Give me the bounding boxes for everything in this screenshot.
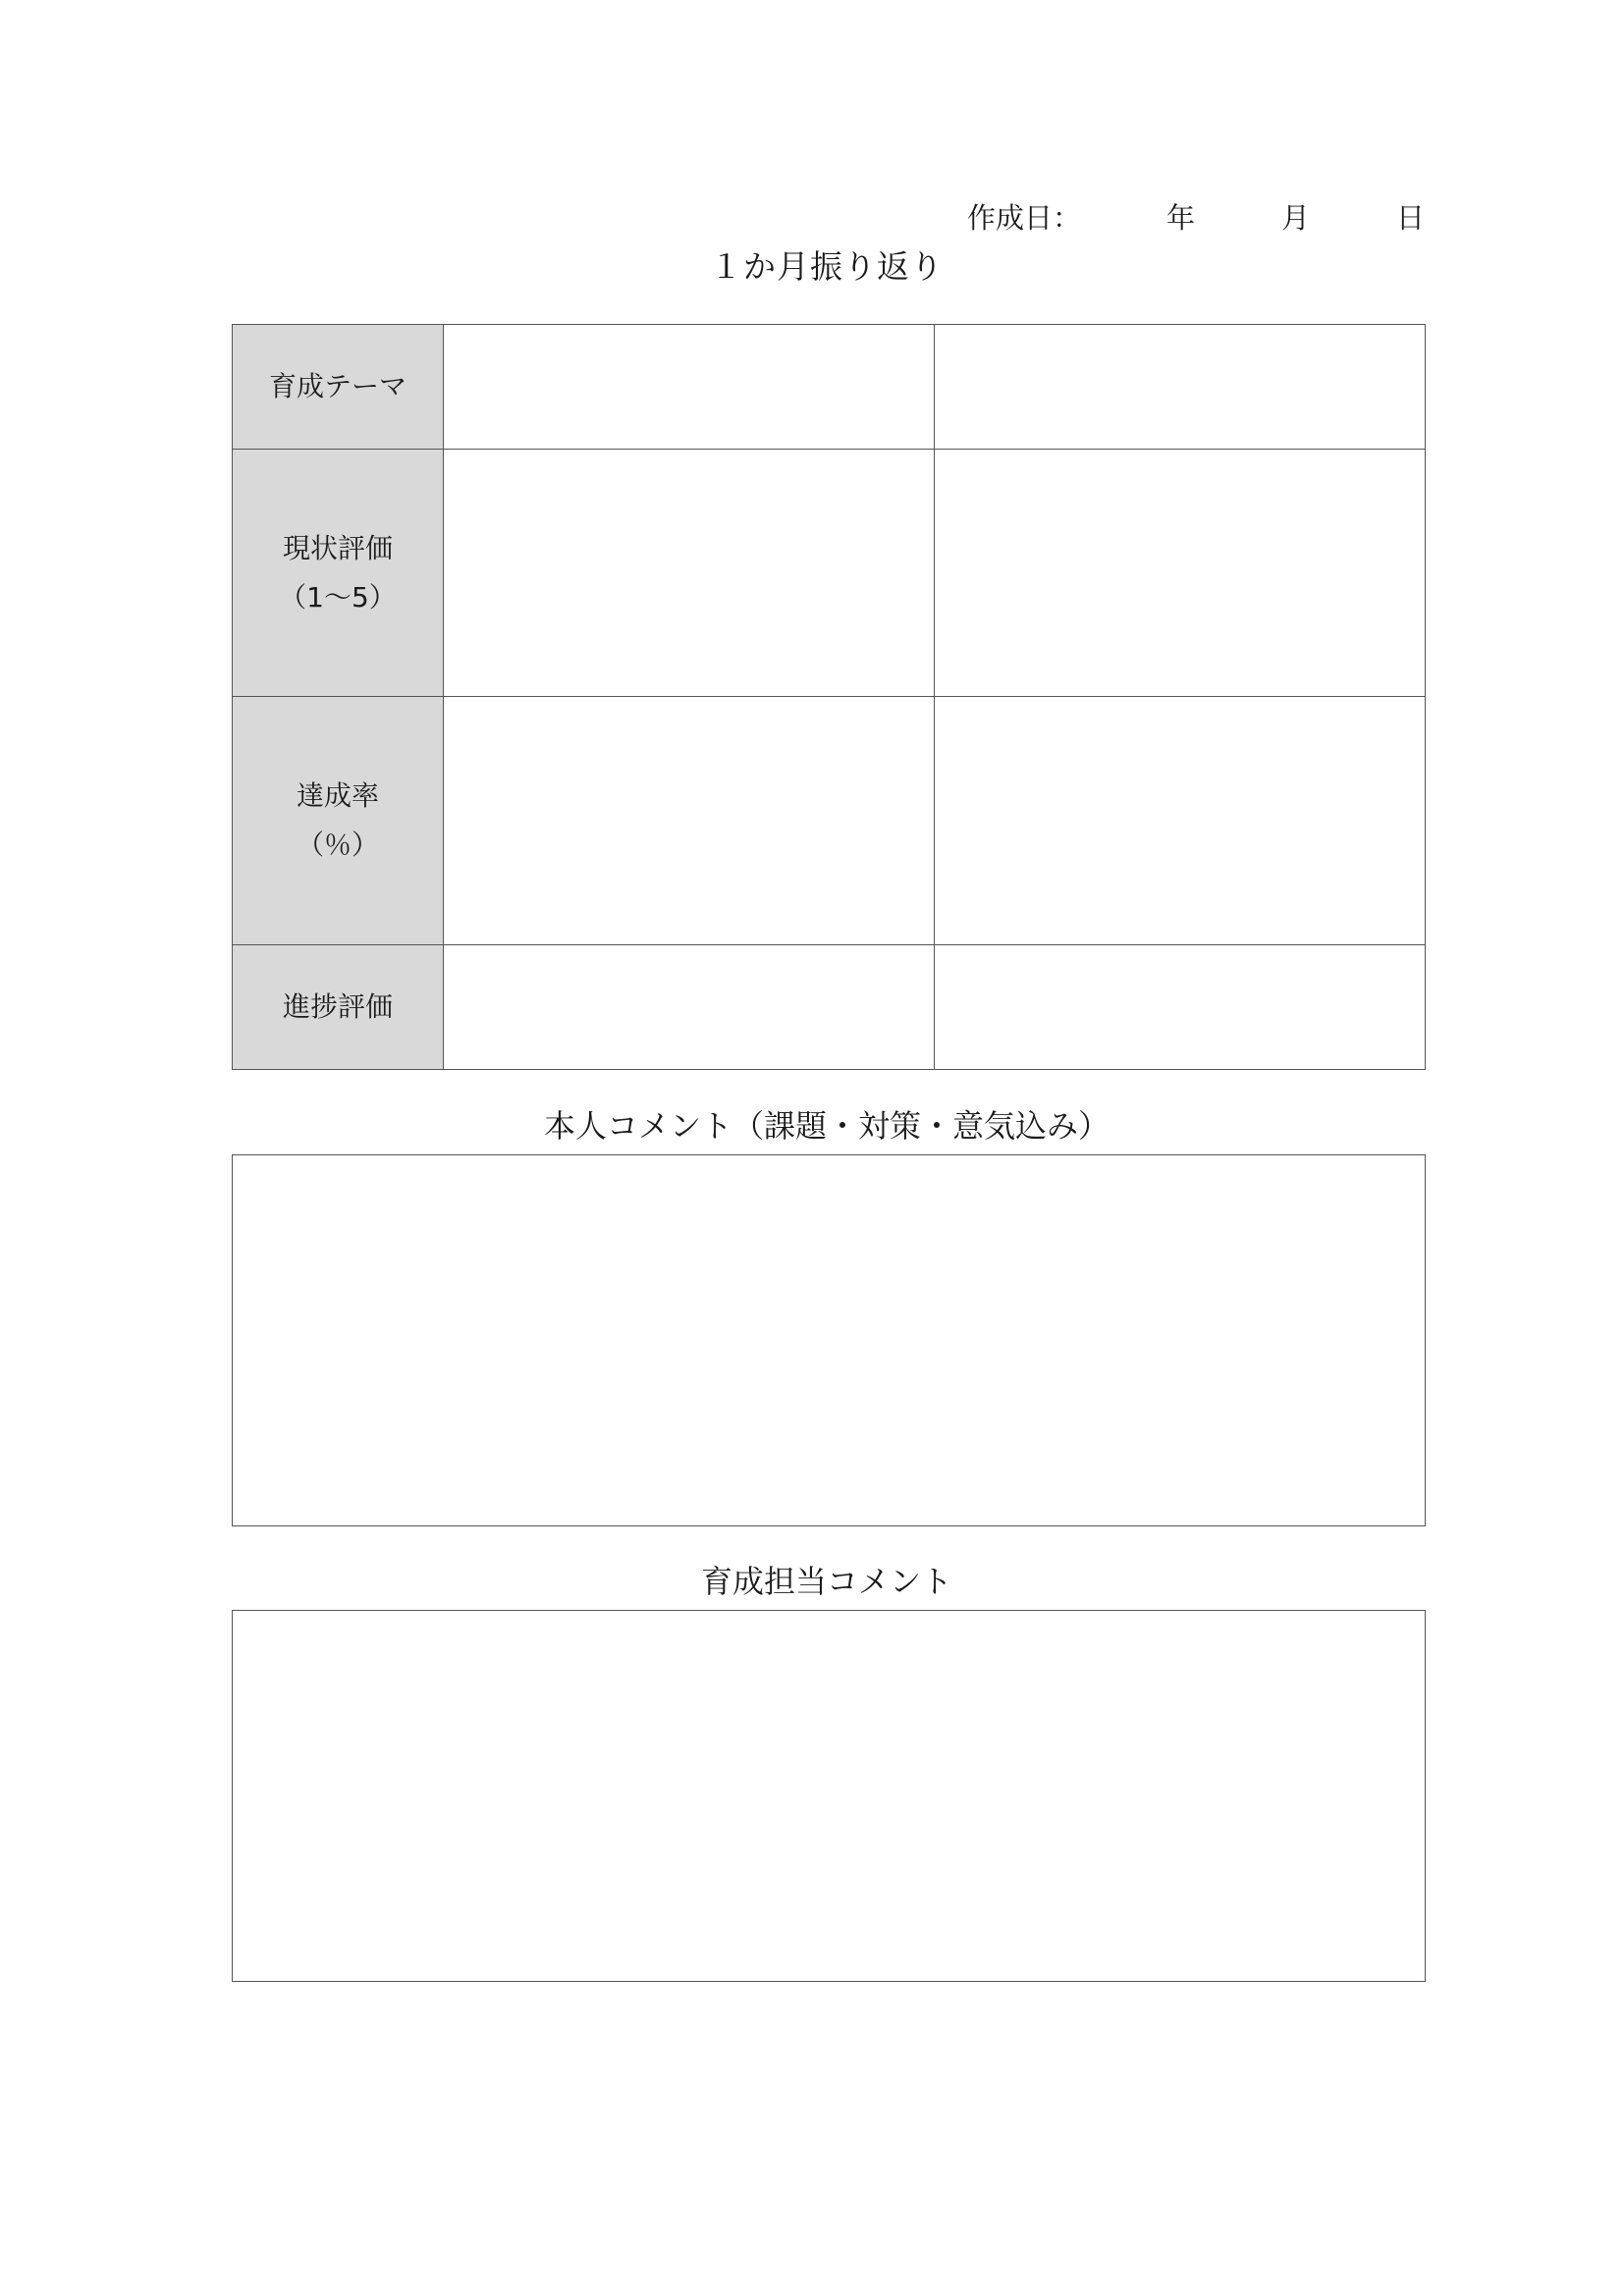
row-label-sub: （％） [296, 828, 379, 862]
row-header-theme [233, 325, 444, 450]
row-label: 達成率 [296, 779, 379, 813]
row-header-current-rating [233, 450, 444, 697]
theme-entry-cell-2[interactable] [935, 325, 1426, 450]
table-row-current-rating [233, 450, 1426, 697]
trainer-comment-box[interactable] [232, 1610, 1426, 1982]
date-label: 作成日： [967, 201, 1082, 235]
day-label: 日 [1396, 201, 1426, 235]
current-rating-entry-cell-1[interactable] [444, 450, 935, 697]
trainer-comment-title: 育成担当コメント [700, 1563, 952, 1600]
year-label: 年 [1166, 201, 1196, 235]
achievement-rate-entry-cell-2[interactable] [935, 697, 1426, 944]
progress-rating-entry-cell-1[interactable] [444, 944, 935, 1069]
row-label: 育成テーマ [268, 370, 406, 403]
achievement-rate-entry-cell-1[interactable] [444, 697, 935, 944]
row-header-achievement-rate [233, 697, 444, 944]
month-label: 月 [1281, 201, 1311, 235]
theme-entry-cell-1[interactable] [444, 325, 935, 450]
self-comment-title: 本人コメント（課題・対策・意気込み） [543, 1107, 1110, 1145]
table-row-progress-rating [233, 944, 1426, 1069]
self-comment-box[interactable] [232, 1154, 1426, 1526]
row-label: 進捗評価 [282, 989, 393, 1023]
row-label: 現状評価 [282, 531, 393, 564]
progress-rating-entry-cell-2[interactable] [935, 944, 1426, 1069]
evaluation-table [232, 324, 1426, 1070]
document-title: １か月振り返り [710, 247, 944, 286]
table-row-achievement-rate [233, 697, 1426, 944]
creation-date-line [967, 196, 1429, 240]
current-rating-entry-cell-2[interactable] [935, 450, 1426, 697]
row-header-progress-rating [233, 944, 444, 1069]
table-row-theme [233, 325, 1426, 450]
row-label-sub: （1～5） [279, 580, 397, 614]
